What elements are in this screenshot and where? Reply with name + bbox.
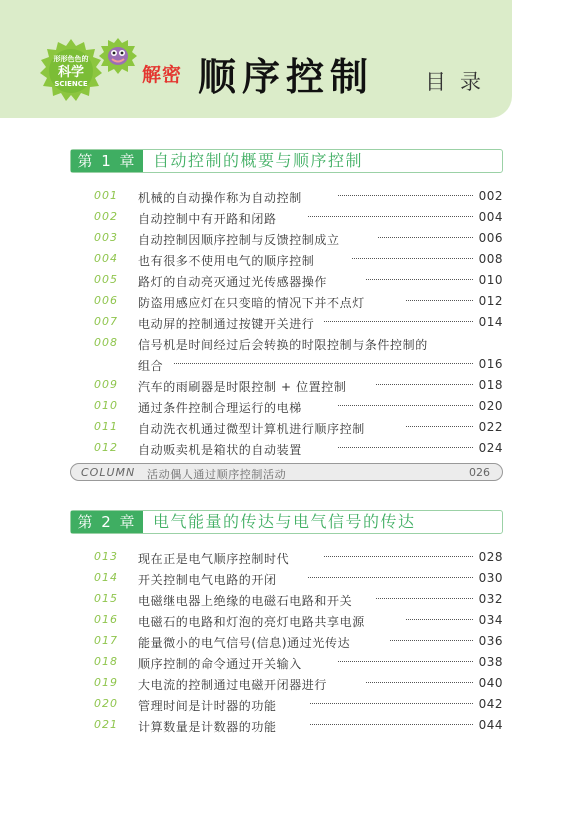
entry-title: 能量微小的电气信号(信息)通过光传达 [138,636,351,650]
entry-page: 036 [478,634,503,648]
toc-entry[interactable] [70,674,503,694]
brand-prefix: 解密 [142,64,183,86]
column-entry[interactable] [70,463,503,481]
chapter-number: 第 1 章 [71,150,143,172]
entry-page: 006 [478,231,503,245]
toc-entry[interactable] [70,590,503,610]
entry-number: 015 [94,592,118,605]
mascot-icon [98,36,138,76]
toc-entry[interactable] [70,548,503,568]
dot-leader [338,405,473,406]
entry-title: 防盗用感应灯在只变暗的情况下并不点灯 [138,296,365,310]
toc-entry[interactable] [70,376,503,396]
entry-page: 014 [478,315,503,329]
toc-entry[interactable] [70,187,503,207]
column-page: 026 [469,466,490,479]
entry-title: 通过条件控制合理运行的电梯 [138,401,302,415]
entry-page: 044 [478,718,503,732]
dot-leader [406,426,473,427]
badge-line3: SCIENCE [54,80,88,88]
toc-entry[interactable] [70,229,503,249]
entry-title: 管理时间是计时器的功能 [138,699,277,713]
entry-number: 004 [94,252,118,265]
entry-page: 002 [478,189,503,203]
entry-number: 014 [94,571,118,584]
chapter-title: 自动控制的概要与顺序控制 [153,151,364,170]
entry-title: 也有很多不使用电气的顺序控制 [138,254,315,268]
chapter-header [70,510,503,534]
entry-title: 信号机是时间经过后会转换的时限控制与条件控制的 [138,338,428,352]
page-title: 顺序控制 [198,55,375,99]
entry-page: 010 [478,273,503,287]
toc-entry[interactable] [70,271,503,291]
science-badge-logo [38,38,104,104]
entry-title: 路灯的自动亮灭通过光传感器操作 [138,275,328,289]
entry-title: 大电流的控制通过电磁开闭器进行 [138,678,328,692]
entry-page: 004 [478,210,503,224]
entry-page: 012 [478,294,503,308]
dot-leader [338,447,473,448]
entry-title: 计算数量是计数器的功能 [138,720,277,734]
entry-title: 自动控制因顺序控制与反馈控制成立 [138,233,340,247]
entry-number: 020 [94,697,118,710]
entry-number: 010 [94,399,118,412]
entry-number: 018 [94,655,118,668]
toc-entry[interactable] [70,653,503,673]
entry-number: 016 [94,613,118,626]
toc-entry[interactable] [70,397,503,417]
toc-entry[interactable] [70,418,503,438]
dot-leader [366,682,473,683]
entry-title: 自动洗衣机通过微型计算机进行顺序控制 [138,422,365,436]
entry-page: 024 [478,441,503,455]
entry-title: 现在正是电气顺序控制时代 [138,552,290,566]
toc-entry[interactable] [70,208,503,228]
chapter-header [70,149,503,173]
entry-title: 机械的自动操作称为自动控制 [138,191,302,205]
entry-number: 011 [94,420,118,433]
dot-leader [352,258,473,259]
dot-leader [174,363,473,364]
entry-title: 顺序控制的命令通过开关输入 [138,657,302,671]
column-title: 活动偶人通过顺序控制活动 [147,468,287,481]
chapter-number: 第 2 章 [71,511,143,533]
entry-page: 008 [478,252,503,266]
entry-title: 电磁继电器上绝缘的电磁石电路和开关 [138,594,353,608]
badge-line2: 科学 [57,65,85,80]
entry-number: 009 [94,378,118,391]
entry-page: 028 [478,550,503,564]
dot-leader [378,237,473,238]
entry-number: 007 [94,315,118,328]
entry-page: 038 [478,655,503,669]
dot-leader [324,321,473,322]
toc-label: 目录 [425,70,495,94]
entry-number: 021 [94,718,118,731]
dot-leader [366,279,473,280]
dot-leader [310,703,473,704]
entry-number: 001 [94,189,118,202]
entry-number: 005 [94,273,118,286]
toc-entry[interactable] [70,632,503,652]
entry-number: 008 [94,336,118,349]
dot-leader [308,577,473,578]
entry-page: 022 [478,420,503,434]
dot-leader [376,598,473,599]
toc-entry[interactable] [70,716,503,736]
entry-title: 自动控制中有开路和闭路 [138,212,277,226]
dot-leader [310,724,473,725]
toc-entry[interactable] [70,334,503,374]
entry-title: 电磁石的电路和灯泡的亮灯电路共享电源 [138,615,365,629]
dot-leader [324,556,473,557]
dot-leader [338,195,473,196]
dot-leader [376,384,473,385]
entry-title: 电动屏的控制通过按键开关进行 [138,317,315,331]
toc-entry[interactable] [70,292,503,312]
entry-number: 019 [94,676,118,689]
toc-entry[interactable] [70,695,503,715]
entry-number: 012 [94,441,118,454]
column-label: COLUMN [81,466,136,479]
entry-page: 016 [478,357,503,371]
entry-title-continued: 组合 [138,359,164,373]
entry-number: 006 [94,294,118,307]
entry-page: 020 [478,399,503,413]
toc-entry[interactable] [70,250,503,270]
entry-page: 018 [478,378,503,392]
toc-entry[interactable] [70,611,503,631]
dot-leader [406,300,473,301]
entry-number: 002 [94,210,118,223]
toc-entry[interactable] [70,313,503,333]
dot-leader [338,661,473,662]
entry-page: 030 [478,571,503,585]
dot-leader [308,216,473,217]
entry-title: 开关控制电气电路的开闭 [138,573,277,587]
entry-number: 003 [94,231,118,244]
entry-page: 034 [478,613,503,627]
dot-leader [406,619,473,620]
toc-entry[interactable] [70,569,503,589]
toc-entry[interactable] [70,439,503,459]
entry-page: 032 [478,592,503,606]
chapter-title: 电气能量的传达与电气信号的传达 [153,512,416,531]
entry-number: 013 [94,550,118,563]
dot-leader [390,640,473,641]
entry-page: 042 [478,697,503,711]
entry-title: 汽车的雨刷器是时限控制 + 位置控制 [138,380,347,394]
entry-number: 017 [94,634,118,647]
entry-page: 040 [478,676,503,690]
entry-title: 自动贩卖机是箱状的自动装置 [138,443,302,457]
badge-line1: 形形色色的 [53,55,89,63]
